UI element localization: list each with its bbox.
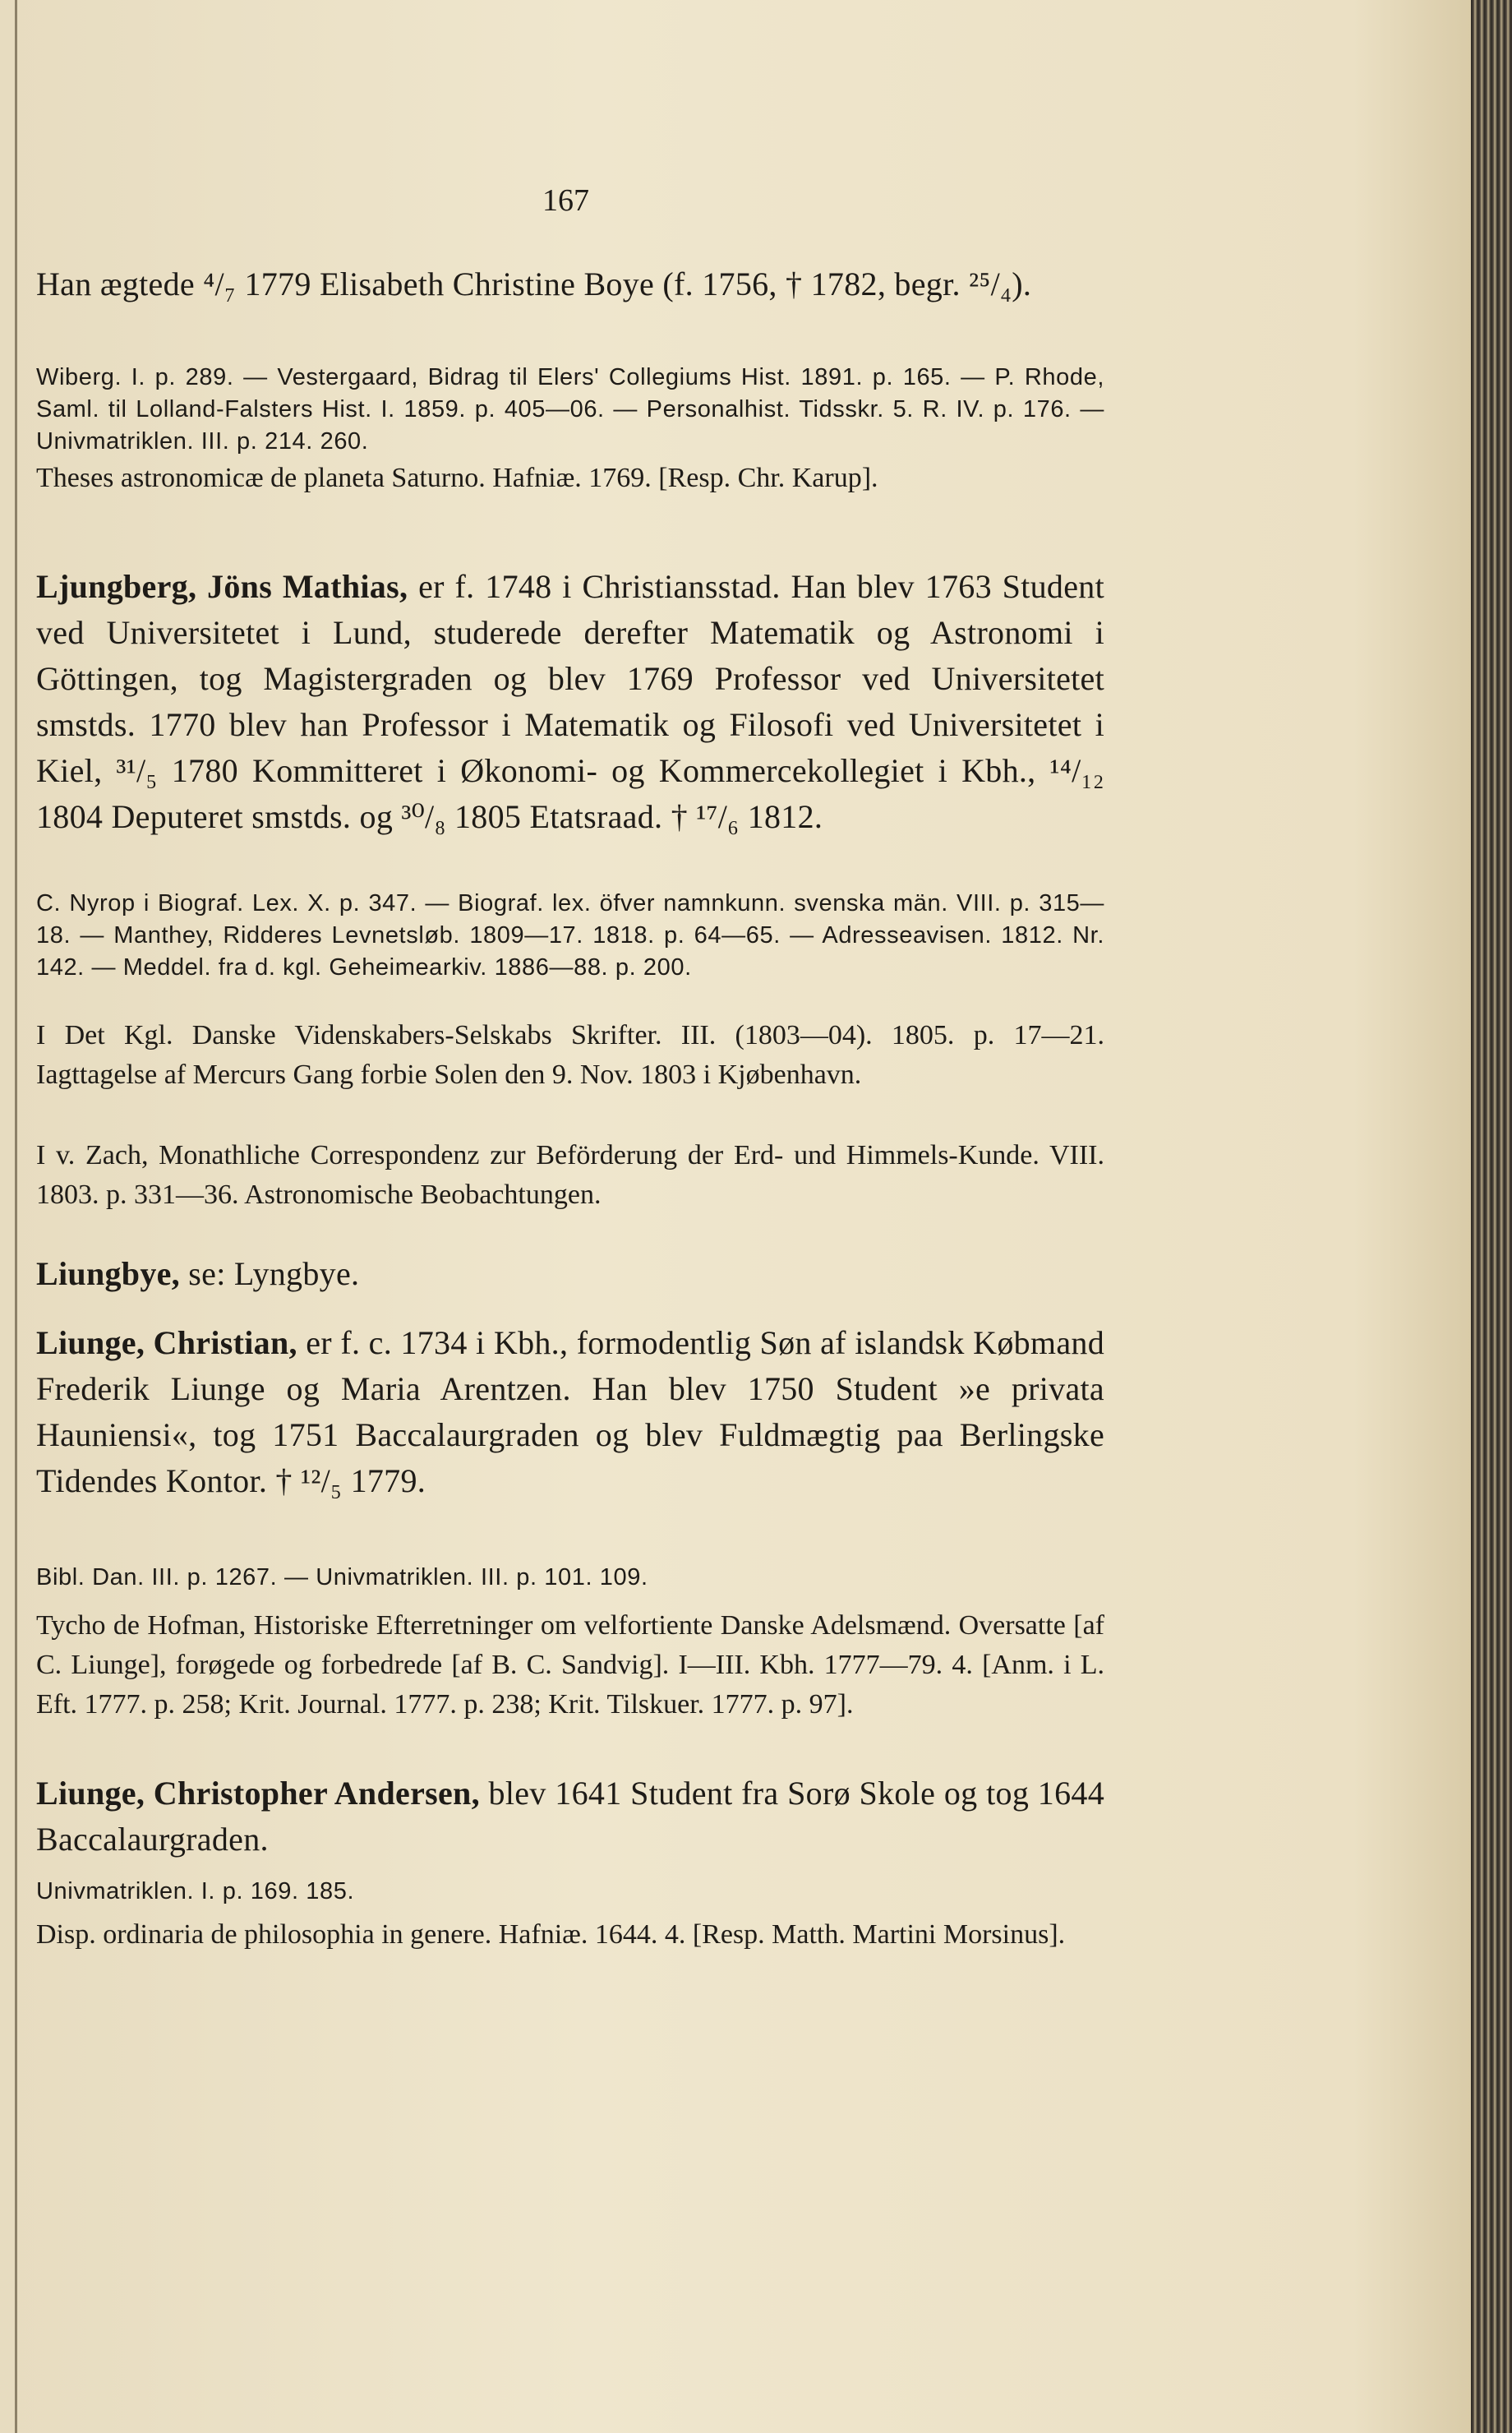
marriage-line: Han ægtede ⁴/₇ 1779 Elisabeth Christine Boye (f. 1756, † 1782, begr. ²⁵/₄).	[36, 265, 1032, 302]
reference-block	[36, 362, 1104, 458]
entry-body: er f. 1748 i Christiansstad. Han blev 1763 Student ved Universitetet i Lund, studerede derefter Matematik og Astronomi i Göttingen, tog Magistergraden og blev 1769 Professor ved Universitetet smstds. 1770 blev han Professor i Matematik og Filosofi ved Universitetet i Kiel, ³¹/₅ 1780 Kommitteret i Økonomi- og Kommercekollegiet i Kbh., ¹⁴/₁₂ 1804 Deputeret smstds. og ³⁰/₈ 1805 Etatsraad. † ¹⁷/₆ 1812.	[36, 568, 1104, 835]
entry-block	[36, 261, 1104, 307]
page-number: 167	[542, 183, 589, 218]
entry-heading: Liunge, Christopher Andersen,	[36, 1775, 480, 1812]
work-entry: Disp. ordinaria de philosophia in genere. Hafniæ. 1644. 4. [Resp. Matth. Martini Morsinus].	[36, 1919, 1066, 1950]
work-block	[36, 1915, 1104, 1955]
work-entry: Tycho de Hofman, Historiske Efterretninger om velfortiente Danske Adelsmænd. Oversatte [af C. Liunge], forøgede og forbedrede [af B. C. Sandvig]. I—III. Kbh. 1777—79. 4. [Anm. i L. Eft. 1777. p. 258; Krit. Journal. 1777. p. 238; Krit. Tilskuer. 1777. p. 97].	[36, 1610, 1104, 1720]
reference-block	[36, 888, 1104, 984]
gutter-line	[15, 0, 17, 2433]
page-edge	[1471, 0, 1512, 2433]
entry-heading: Liungbye,	[36, 1255, 180, 1292]
entry-body: blev 1641 Student fra Sorø Skole og tog 1644 Baccalaurgraden.	[36, 1775, 1104, 1858]
entry-liungbye	[36, 1251, 1104, 1297]
work-block	[36, 1606, 1104, 1724]
references-paragraph: Univmatriklen. I. p. 169. 185.	[36, 1878, 355, 1904]
work-block	[36, 1136, 1104, 1215]
work-entry: I v. Zach, Monathliche Correspondenz zur Beförderung der Erd- und Himmels-Kunde. VIII. 1803. p. 331—36. Astronomische Beobachtungen.	[36, 1140, 1104, 1210]
entry-heading: Ljungberg, Jöns Mathias,	[36, 568, 408, 605]
references-paragraph: C. Nyrop i Biograf. Lex. X. p. 347. — Biograf. lex. öfver namnkunn. svenska män. VIII. p. 315—18. — Manthey, Ridderes Levnetsløb. 1809—17. 1818. p. 64—65. — Adresseavisen. 1812. Nr. 142. — Meddel. fra d. kgl. Geheimearkiv. 1886—88. p. 200.	[36, 890, 1104, 981]
references-paragraph: Bibl. Dan. III. p. 1267. — Univmatriklen. III. p. 101. 109.	[36, 1564, 648, 1590]
work-entry: I Det Kgl. Danske Videnskabers-Selskabs Skrifter. III. (1803—04). 1805. p. 17—21. Iagttagelse af Mercurs Gang forbie Solen den 9. Nov. 1803 i Kjøbenhavn.	[36, 1020, 1104, 1090]
work-block	[36, 459, 1104, 498]
reference-block	[36, 1562, 1104, 1594]
entry-liunge-christian	[36, 1320, 1104, 1504]
entry-body: er f. c. 1734 i Kbh., formodentlig Søn af islandsk Købmand Frederik Liunge og Maria Arentzen. Han blev 1750 Student »e privata Hauniensi«, tog 1751 Baccalaurgraden og blev Fuldmægtig paa Berlingske Tidendes Kontor. † ¹²/₅ 1779.	[36, 1324, 1104, 1499]
references-paragraph: Wiberg. I. p. 289. — Vestergaard, Bidrag til Elers' Collegiums Hist. 1891. p. 165. — P. Rhode, Saml. til Lolland-Falsters Hist. I. 1859. p. 405—06. — Personalhist. Tidsskr. 5. R. IV. p. 176. — Univmatriklen. III. p. 214. 260.	[36, 364, 1104, 455]
entry-ljungberg	[36, 564, 1104, 840]
entry-heading: Liunge, Christian,	[36, 1324, 297, 1361]
work-entry: Theses astronomicæ de planeta Saturno. Hafniæ. 1769. [Resp. Chr. Karup].	[36, 463, 878, 493]
entry-liunge-christopher	[36, 1771, 1104, 1863]
work-block	[36, 1016, 1104, 1095]
entry-body: se: Lyngbye.	[180, 1255, 360, 1292]
reference-block	[36, 1876, 1104, 1908]
